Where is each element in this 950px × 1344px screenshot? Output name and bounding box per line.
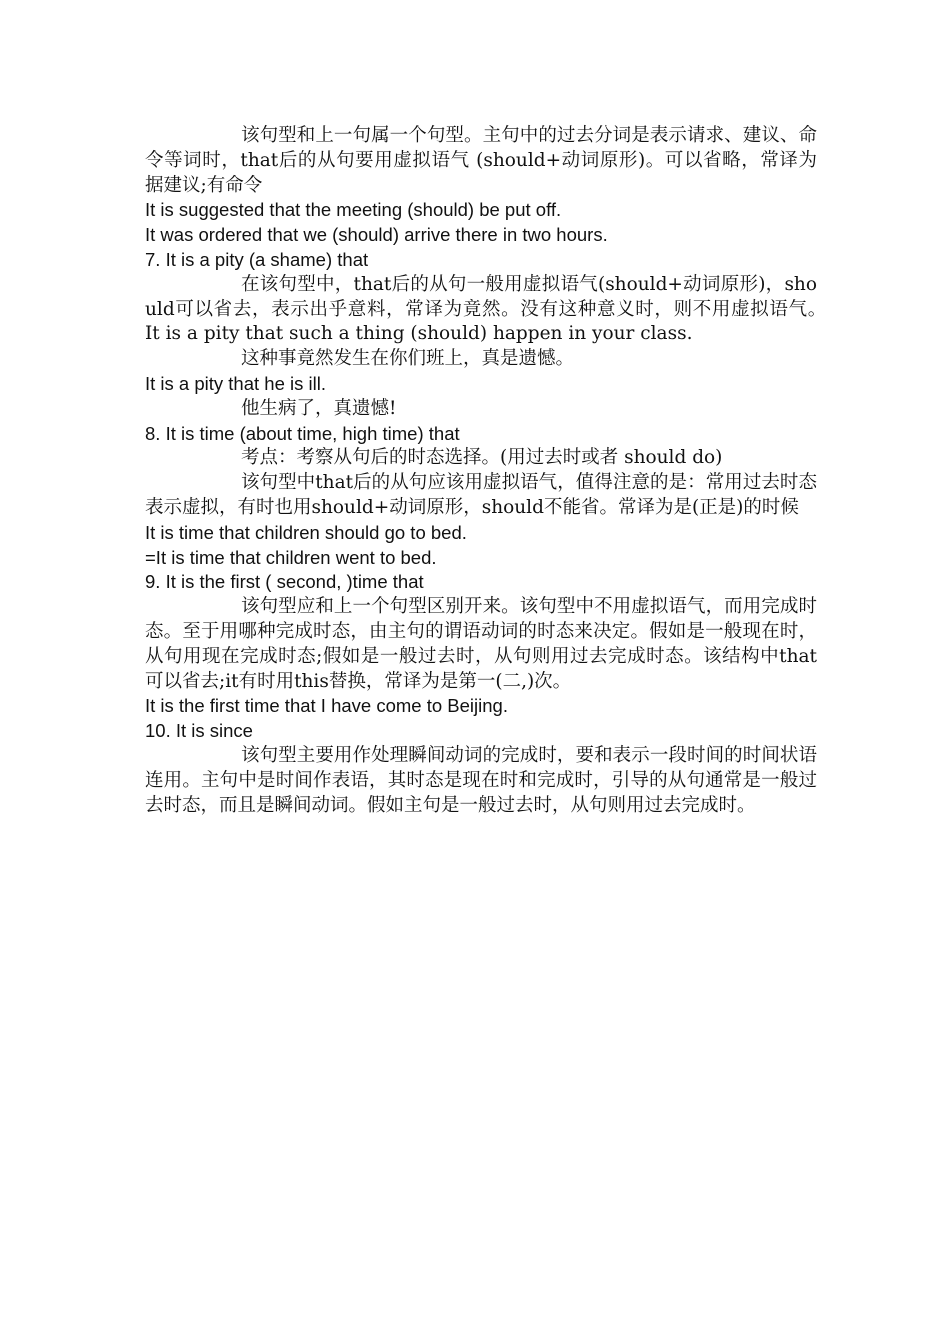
document-body — [145, 124, 836, 818]
example-sentence: It is suggested that the meeting (should) be put off. — [145, 199, 562, 221]
section-heading-8: 8. It is time (about time, high time) that — [145, 422, 460, 444]
section-heading-9: 9. It is the first ( second, )time that — [145, 571, 424, 593]
section-heading-7: 7. It is a pity (a shame) that — [145, 248, 369, 270]
translation-line: 这种事竟然发生在你们班上，真是遗憾。 — [241, 348, 575, 370]
example-sentence: It was ordered that we (should) arrive there in two hours. — [145, 224, 608, 246]
translation-line: 他生病了，真遗憾! — [241, 397, 397, 419]
paragraph-explanation-pity: 在该句型中，that后的从句一般用虚拟语气(should+动词原形)，should可以省去，表示出乎意料，常译为竟然。没有这种意义时，则不用虚拟语气。 It is a pity that such a thing (should) happen in your class. — [145, 273, 836, 345]
paragraph-explanation-time: 该句型中that后的从句应该用虚拟语气，值得注意的是：常用过去时态表示虚拟，有时也用should+动词原形，should不能省。常译为是(正是)的时候 — [145, 472, 817, 518]
key-point-line: 考点：考察从句后的时态选择。(用过去时或者 should do) — [241, 447, 723, 469]
example-sentence: It is a pity that he is ill. — [145, 372, 326, 394]
example-sentence: It is the first time that I have come to Beijing. — [145, 695, 508, 717]
example-sentence: It is time that children should go to bed. — [145, 521, 467, 543]
paragraph-explanation-since: 该句型主要用作处理瞬间动词的完成时，要和表示一段时间的时间状语连用。主句中是时间作表语，其时态是现在时和完成时，引导的从句通常是一般过去时态，而且是瞬间动词。假如主句是一般过去时，从句则用过去完成时。 — [145, 744, 817, 816]
paragraph-explanation-first-time: 该句型应和上一个句型区别开来。该句型中不用虚拟语气，而用完成时态。至于用哪种完成时态，由主句的谓语动词的时态来决定。假如是一般现在时，从句用现在完成时态;假如是一般过去时，从句则用过去完成时态。该结构中that可以省去;it有时用this替换，常译为是第一(二,)次。 — [145, 596, 817, 692]
section-heading-10: 10. It is since — [145, 720, 253, 742]
example-sentence: =It is time that children went to bed. — [145, 546, 437, 568]
paragraph-explanation-past-participle: 该句型和上一句属一个句型。主句中的过去分词是表示请求、建议、命令等词时，that后的从句要用虚拟语气 (should+动词原形)。可以省略，常译为据建议;有命令 — [145, 125, 817, 196]
